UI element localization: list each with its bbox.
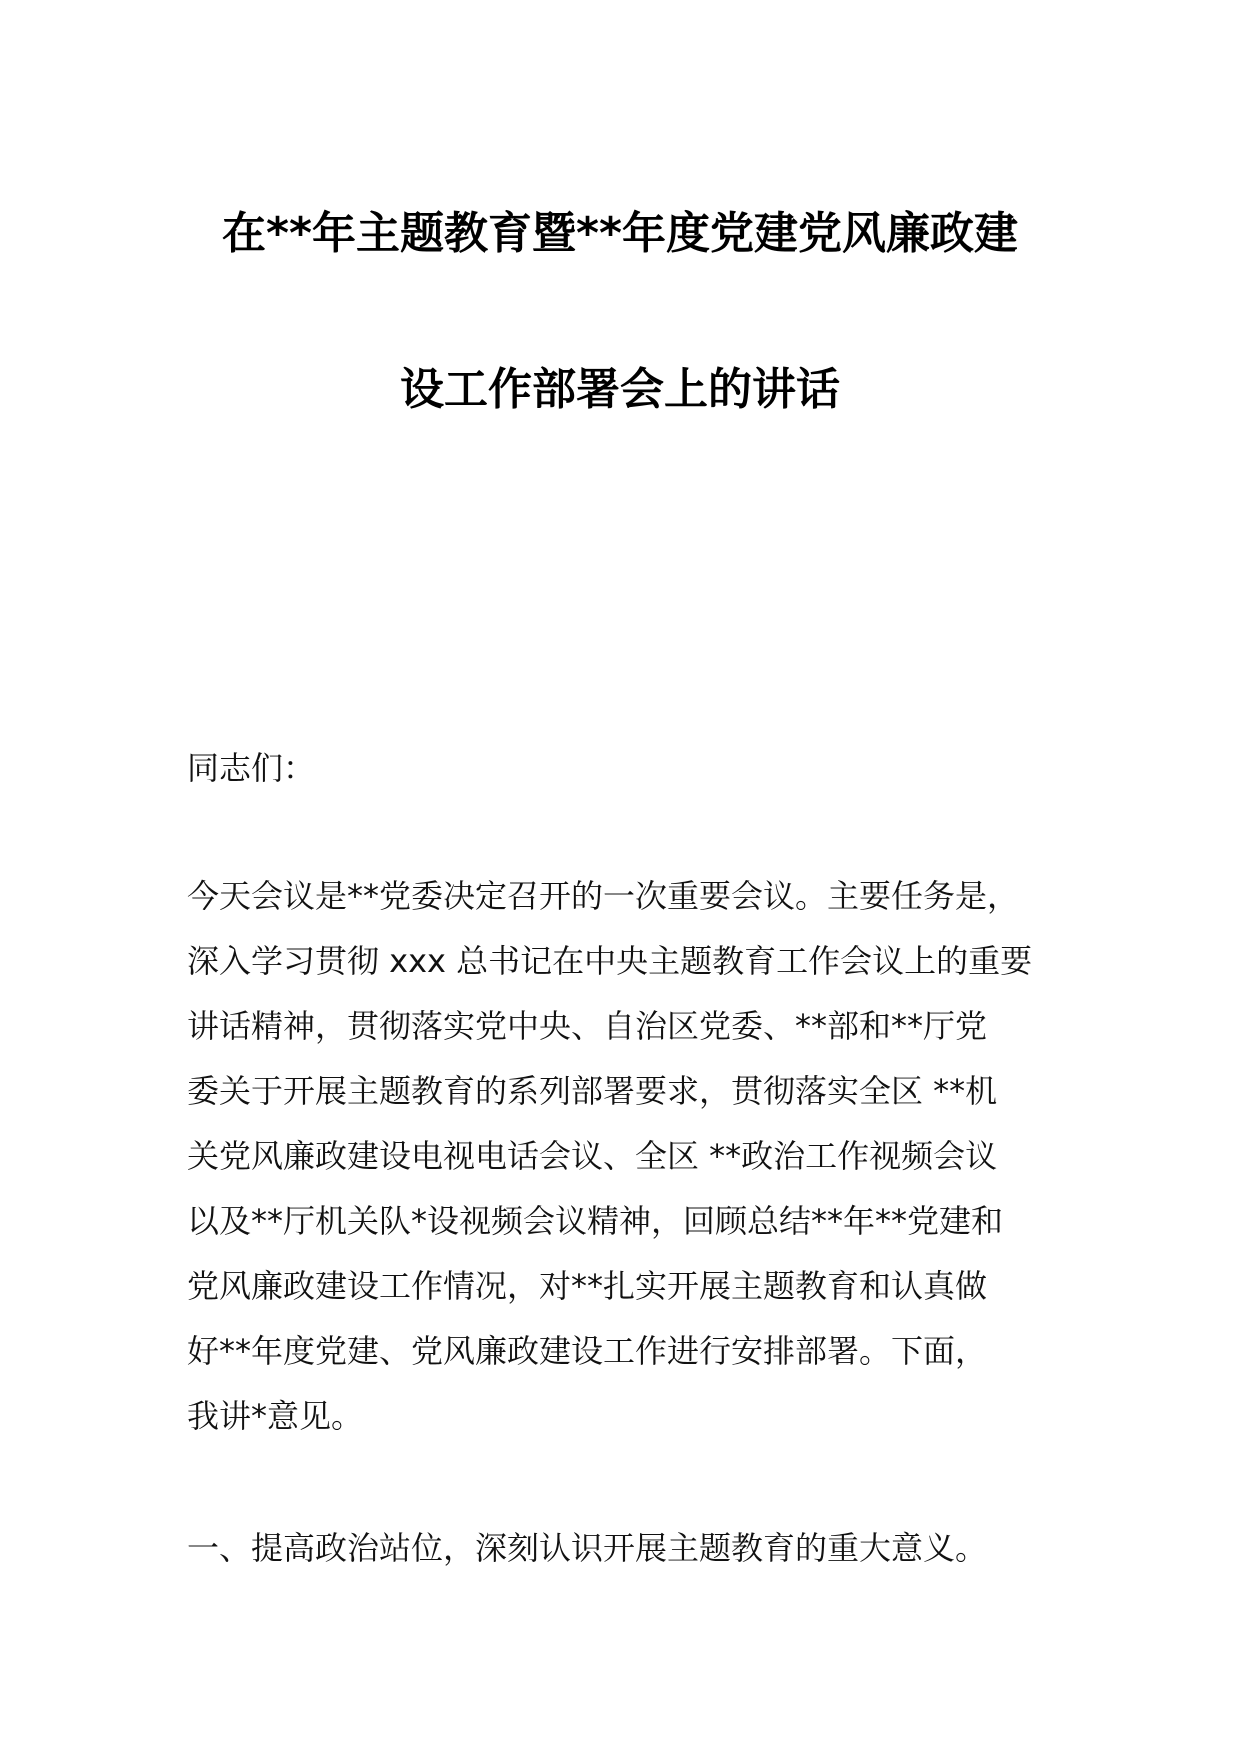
document-title-line-2: 设工作部署会上的讲话 <box>400 364 840 415</box>
salutation: 同志们： <box>187 749 316 787</box>
section-heading-1: 一、提高政治站位，深刻认识开展主题教育的重大意义。 <box>187 1529 988 1567</box>
document-title-line-1: 在**年主题教育暨**年度党建党风廉政建 <box>221 208 1019 259</box>
paragraph-line: 委关于开展主题教育的系列部署要求，贯彻落实全区 **机 <box>187 1072 998 1110</box>
paragraph-line: 今天会议是**党委决定召开的一次重要会议。主要任务是， <box>187 877 1020 915</box>
opening-paragraph <box>187 864 1087 1449</box>
paragraph-line: 以及**厅机关队*设视频会议精神，回顾总结**年**党建和 <box>187 1202 1004 1240</box>
paragraph-line: 讲话精神，贯彻落实党中央、自治区党委、**部和**厅党 <box>187 1007 988 1045</box>
paragraph-line: 深入学习贯彻 xxx 总书记在中央主题教育工作会议上的重要 <box>187 942 1033 980</box>
paragraph-line: 我讲*意见。 <box>187 1397 364 1435</box>
paragraph-line: 关党风廉政建设电视电话会议、全区 **政治工作视频会议 <box>187 1137 998 1175</box>
paragraph-line: 好**年度党建、党风廉政建设工作进行安排部署。下面， <box>187 1332 988 1370</box>
paragraph-line: 党风廉政建设工作情况，对**扎实开展主题教育和认真做 <box>187 1267 988 1305</box>
